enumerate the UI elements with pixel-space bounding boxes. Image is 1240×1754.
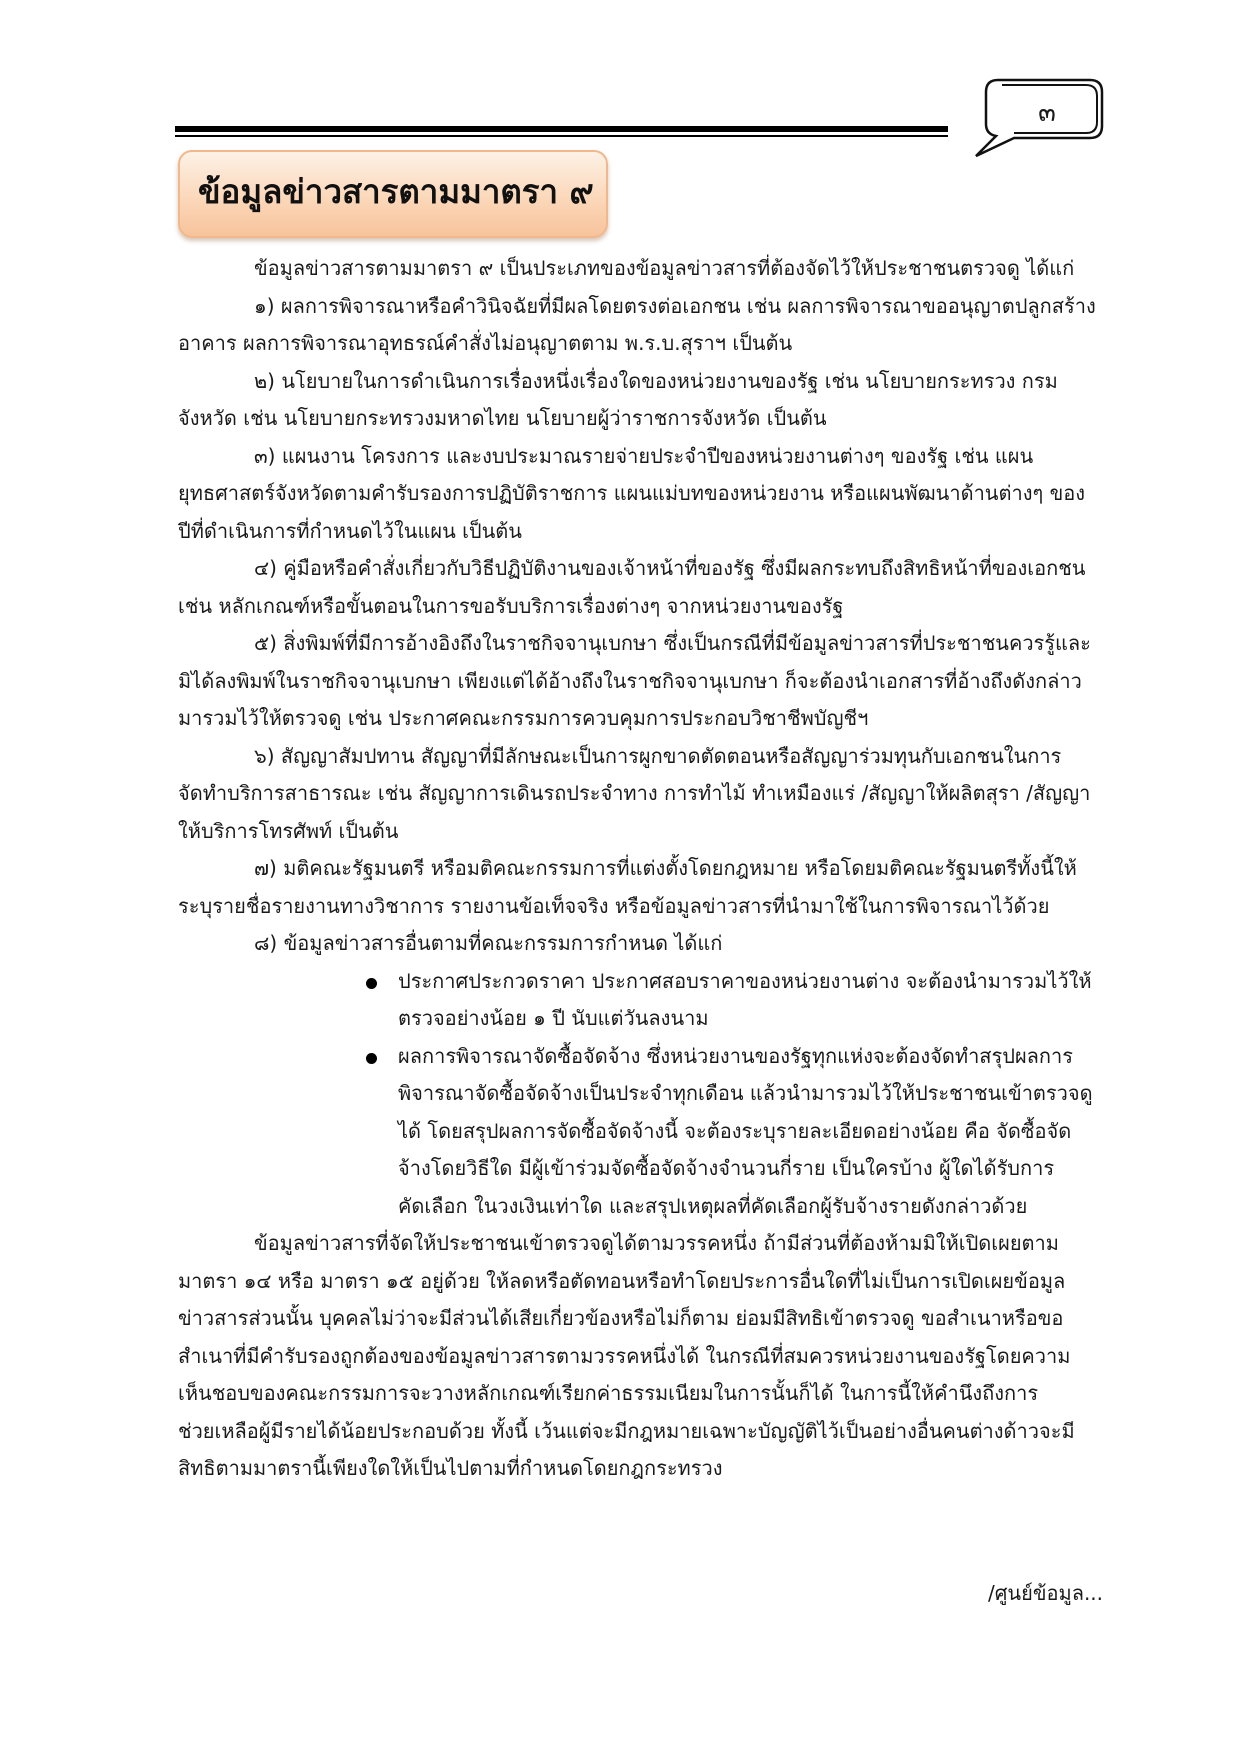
page-number: ๓	[1038, 98, 1056, 128]
bullet-line: จ้างโดยวิธีใด มีผู้เข้าร่วมจัดซื้อจัดจ้างจำนวนกี่ราย เป็นใครบ้าง ผู้ใดได้รับการ	[398, 1156, 1055, 1180]
continuation-note: /ศูนย์ข้อมูล...	[988, 1581, 1104, 1605]
closing-line: สิทธิตามมาตรานี้เพียงใดให้เป็นไปตามที่กำหนดโดยกฎกระทรวง	[178, 1456, 723, 1480]
body-line: อาคาร ผลการพิจารณาอุทธรณ์คำสั่งไม่อนุญาตตาม พ.ร.บ.สุราฯ เป็นต้น	[178, 331, 793, 355]
bullet-line: ประกาศประกวดราคา ประกาศสอบราคาของหน่วยงานต่าง จะต้องนำมารวมไว้ให้	[398, 969, 1092, 993]
body-line: มิได้ลงพิมพ์ในราชกิจจานุเบกษา เพียงแต่ได้อ้างถึงในราชกิจจานุเบกษา ก็จะต้องนำเอกสารที่อ้างถึงดังกล่าว	[178, 669, 1082, 693]
header-rule-thick	[175, 126, 948, 132]
bullet-line: ได้ โดยสรุปผลการจัดซื้อจัดจ้างนี้ จะต้องระบุรายละเอียดอย่างน้อย คือ จัดซื้อจัด	[398, 1119, 1072, 1143]
closing-line: ช่วยเหลือผู้มีรายได้น้อยประกอบด้วย ทั้งนี้ เว้นแต่จะมีกฎหมายเฉพาะบัญญัติไว้เป็นอย่างอื่นคนต่างด้าวจะมี	[178, 1419, 1075, 1443]
body-line: ๖) สัญญาสัมปทาน สัญญาที่มีลักษณะเป็นการผูกขาดตัดตอนหรือสัญญาร่วมทุนกับเอกชนในการ	[254, 744, 1062, 768]
body-line: ระบุรายชื่อรายงานทางวิชาการ รายงานข้อเท็จจริง หรือข้อมูลข่าวสารที่นำมาใช้ในการพิจารณาไว้ด้วย	[178, 894, 1050, 918]
body-line: ๑) ผลการพิจารณาหรือคำวินิจฉัยที่มีผลโดยตรงต่อเอกชน เช่น ผลการพิจารณาขออนุญาตปลูกสร้าง	[254, 294, 1096, 318]
body-line: ๒) นโยบายในการดำเนินการเรื่องหนึ่งเรื่องใดของหน่วยงานของรัฐ เช่น นโยบายกระทรวง กรม	[254, 369, 1058, 393]
bullet-dot-icon	[366, 978, 377, 989]
body-line: ยุทธศาสตร์จังหวัดตามคำรับรองการปฏิบัติราชการ แผนแม่บทของหน่วยงาน หรือแผนพัฒนาด้านต่างๆ ของ	[178, 481, 1086, 505]
body-line: จังหวัด เช่น นโยบายกระทรวงมหาดไทย นโยบายผู้ว่าราชการจังหวัด เป็นต้น	[178, 406, 827, 430]
body-line: ๓) แผนงาน โครงการ และงบประมาณรายจ่ายประจำปีของหน่วยงานต่างๆ ของรัฐ เช่น แผน	[254, 444, 1034, 468]
body-line: ปีที่ดำเนินการที่กำหนดไว้ในแผน เป็นต้น	[178, 519, 522, 543]
body-line: ๕) สิ่งพิมพ์ที่มีการอ้างอิงถึงในราชกิจจานุเบกษา ซึ่งเป็นกรณีที่มีข้อมูลข่าวสารที่ประชาชนควรรู้และ	[254, 631, 1091, 655]
closing-line: เห็นชอบของคณะกรรมการจะวางหลักเกณฑ์เรียกค่าธรรมเนียมในการนั้นก็ได้ ในการนี้ให้คำนึงถึงการ	[178, 1381, 1039, 1405]
closing-line: ข่าวสารส่วนนั้น บุคคลไม่ว่าจะมีส่วนได้เสียเกี่ยวข้องหรือไม่ก็ตาม ย่อมมีสิทธิเข้าตรวจดู ขอสำเนาหรือขอ	[178, 1306, 1064, 1330]
bullet-line: ตรวจอย่างน้อย ๑ ปี นับแต่วันลงนาม	[398, 1006, 709, 1030]
body-line: จัดทำบริการสาธารณะ เช่น สัญญาการเดินรถประจำทาง การทำไม้ ทำเหมืองแร่ /สัญญาให้ผลิตสุรา /สัญญา	[178, 781, 1091, 805]
closing-line: สำเนาที่มีคำรับรองถูกต้องของข้อมูลข่าวสารตามวรรคหนึ่งได้ ในกรณีที่สมควรหน่วยงานของรัฐโดยความ	[178, 1344, 1071, 1368]
body-line: ๔) คู่มือหรือคำสั่งเกี่ยวกับวิธีปฏิบัติงานของเจ้าหน้าที่ของรัฐ ซึ่งมีผลกระทบถึงสิทธิหน้าที่ของเอกชน	[254, 556, 1086, 580]
body-line: ๘) ข้อมูลข่าวสารอื่นตามที่คณะกรรมการกำหนด ได้แก่	[254, 931, 723, 955]
bullet-line: ผลการพิจารณาจัดซื้อจัดจ้าง ซึ่งหน่วยงานของรัฐทุกแห่งจะต้องจัดทำสรุปผลการ	[398, 1044, 1074, 1068]
closing-line: ข้อมูลข่าวสารที่จัดให้ประชาชนเข้าตรวจดูได้ตามวรรคหนึ่ง ถ้ามีส่วนที่ต้องห้ามมิให้เปิดเผยตาม	[254, 1231, 1059, 1255]
body-line: ข้อมูลข่าวสารตามมาตรา ๙ เป็นประเภทของข้อมูลข่าวสารที่ต้องจัดไว้ให้ประชาชนตรวจดู ได้แก่	[254, 256, 1075, 280]
bullet-line: คัดเลือก ในวงเงินเท่าใด และสรุปเหตุผลที่คัดเลือกผู้รับจ้างรายดังกล่าวด้วย	[398, 1194, 1028, 1218]
body-line: มารวมไว้ให้ตรวจดู เช่น ประกาศคณะกรรมการควบคุมการประกอบวิชาชีพบัญชีฯ	[178, 706, 869, 730]
section-title: ข้อมูลข่าวสารตามมาตรา ๙	[198, 172, 594, 211]
header-rule-thin	[175, 135, 948, 137]
body-line: ๗) มติคณะรัฐมนตรี หรือมติคณะกรรมการที่แต่งตั้งโดยกฎหมาย หรือโดยมติคณะรัฐมนตรีทั้งนี้ให้	[254, 856, 1077, 880]
bullet-dot-icon	[366, 1053, 377, 1064]
bullet-line: พิจารณาจัดซื้อจัดจ้างเป็นประจำทุกเดือน แล้วนำมารวมไว้ให้ประชาชนเข้าตรวจดู	[398, 1081, 1093, 1105]
body-line: ให้บริการโทรศัพท์ เป็นต้น	[178, 819, 399, 843]
closing-line: มาตรา ๑๔ หรือ มาตรา ๑๕ อยู่ด้วย ให้ลดหรือตัดทอนหรือทำโดยประการอื่นใดที่ไม่เป็นการเปิดเผยข้อมูล	[178, 1269, 1066, 1293]
body-line: เช่น หลักเกณฑ์หรือขั้นตอนในการขอรับบริการเรื่องต่างๆ จากหน่วยงานของรัฐ	[178, 594, 844, 618]
